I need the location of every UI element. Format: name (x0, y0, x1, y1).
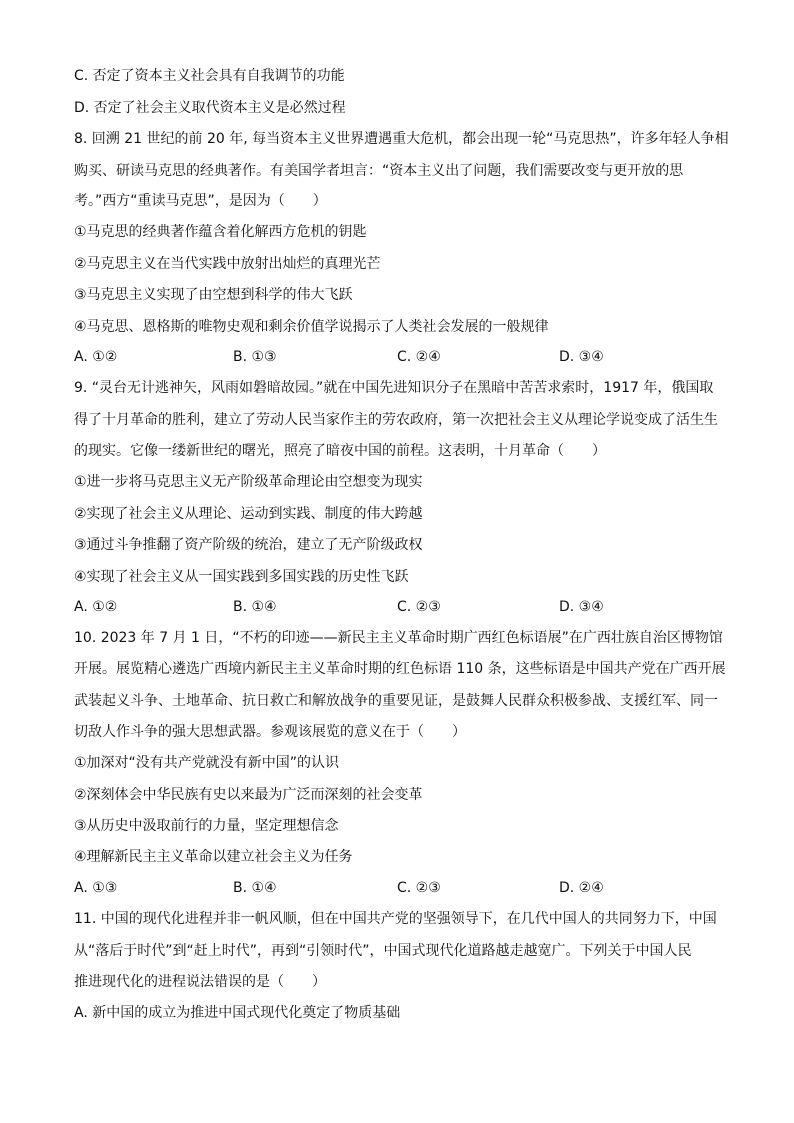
q11-stem-line-3: 推进现代化的进程说法错误的是（ ） (74, 974, 326, 990)
q10-stem-line-3: 武装起义斗争、土地革命、抗日救亡和解放战争的重要见证，是鼓舞人民群众积极参战、支援红军、同一 (74, 693, 718, 709)
q11-stem-line-1: 11. 中国的现代化进程并非一帆风顺，但在中国共产党的坚强领导下，在几代中国人的共同努力下，中国 (74, 911, 717, 927)
q8-statement-4: ④马克思、恩格斯的唯物史观和剩余价值学说揭示了人类社会发展的一般规律 (74, 319, 549, 335)
q10-option-a: A. ①③ (74, 880, 118, 896)
q8-option-a: A. ①② (74, 349, 118, 365)
q7-option-d: D. 否定了社会主义取代资本主义是必然过程 (74, 100, 346, 116)
q10-stem-line-2: 开展。展览精心遴选广西境内新民主主义革命时期的红色标语 110 条，这些标语是中国共产党在广西开展 (74, 661, 726, 677)
q10-statement-2: ②深刻体会中华民族有史以来最为广泛而深刻的社会变革 (74, 787, 423, 803)
q9-stem-line-1: 9. “灵台无计逃神矢，风雨如磐暗故园。”就在中国先进知识分子在黑暗中苦苦求索时，1917 年，俄国取 (74, 380, 714, 396)
q8-stem-line-3: 考。”西方“重读马克思”，是因为（ ） (74, 193, 327, 209)
q8-statement-2: ②马克思主义在当代实践中放射出灿烂的真理光芒 (74, 256, 381, 272)
q8-option-d: D. ③④ (559, 349, 604, 365)
q9-option-d: D. ③④ (559, 599, 604, 615)
q10-statement-3: ③从历史中汲取前行的力量，坚定理想信念 (74, 818, 339, 834)
q8-statement-1: ①马克思的经典著作蕴含着化解西方危机的钥匙 (74, 224, 367, 240)
q10-stem-line-4: 切敌人作斗争的强大思想武器。参观该展览的意义在于（ ） (74, 724, 466, 740)
q9-stem-line-2: 得了十月革命的胜利，建立了劳动人民当家作主的劳农政府，第一次把社会主义从理论学说变成了活生生 (74, 412, 718, 428)
q9-statement-1: ①进一步将马克思主义无产阶级革命理论由空想变为现实 (74, 474, 423, 490)
q9-statement-2: ②实现了社会主义从理论、运动到实践、制度的伟大跨越 (74, 506, 423, 522)
q10-option-b: B. ①④ (233, 880, 277, 896)
q7-option-c: C. 否定了资本主义社会具有自我调节的功能 (74, 68, 345, 84)
q11-stem-line-2: 从“落后于时代”到“赶上时代”，再到“引领时代”，中国式现代化道路越走越宽广。下列关于中国人民 (74, 943, 692, 959)
q10-options (74, 877, 734, 899)
q9-option-a: A. ①② (74, 599, 118, 615)
q9-statement-4: ④实现了社会主义从一国实践到多国实践的历史性飞跃 (74, 569, 409, 585)
q8-stem-line-2: 购买、研读马克思的经典著作。有美国学者坦言：“资本主义出了问题，我们需要改变与更开放的思 (74, 163, 684, 179)
q9-statement-3: ③通过斗争推翻了资产阶级的统治，建立了无产阶级政权 (74, 537, 423, 553)
q9-stem-line-3: 的现实。它像一缕新世纪的曙光，照亮了暗夜中国的前程。这表明，十月革命（ ） (74, 443, 606, 459)
q8-option-b: B. ①③ (233, 349, 277, 365)
q10-option-c: C. ②③ (397, 880, 441, 896)
q11-option-a: A. 新中国的成立为推进中国式现代化奠定了物质基础 (74, 1005, 401, 1021)
q8-stem-line-1: 8. 回溯 21 世纪的前 20 年, 每当资本主义世界遭遇重大危机，都会出现一轮“马克思热”，许多年轻人争相 (74, 131, 729, 147)
q10-stem-line-1: 10. 2023 年 7 月 1 日，“不朽的印迹——新民主主义革命时期广西红色标语展”在广西壮族自治区博物馆 (74, 630, 723, 646)
q8-option-c: C. ②④ (397, 349, 441, 365)
q9-options (74, 596, 734, 618)
q8-options (74, 346, 734, 368)
q10-statement-4: ④理解新民主主义革命以建立社会主义为任务 (74, 849, 353, 865)
q10-option-d: D. ②④ (559, 880, 604, 896)
q9-option-c: C. ②③ (397, 599, 441, 615)
q8-statement-3: ③马克思主义实现了由空想到科学的伟大飞跃 (74, 287, 353, 303)
q9-option-b: B. ①④ (233, 599, 277, 615)
q10-statement-1: ①加深对“没有共产党就没有新中国”的认识 (74, 755, 340, 771)
